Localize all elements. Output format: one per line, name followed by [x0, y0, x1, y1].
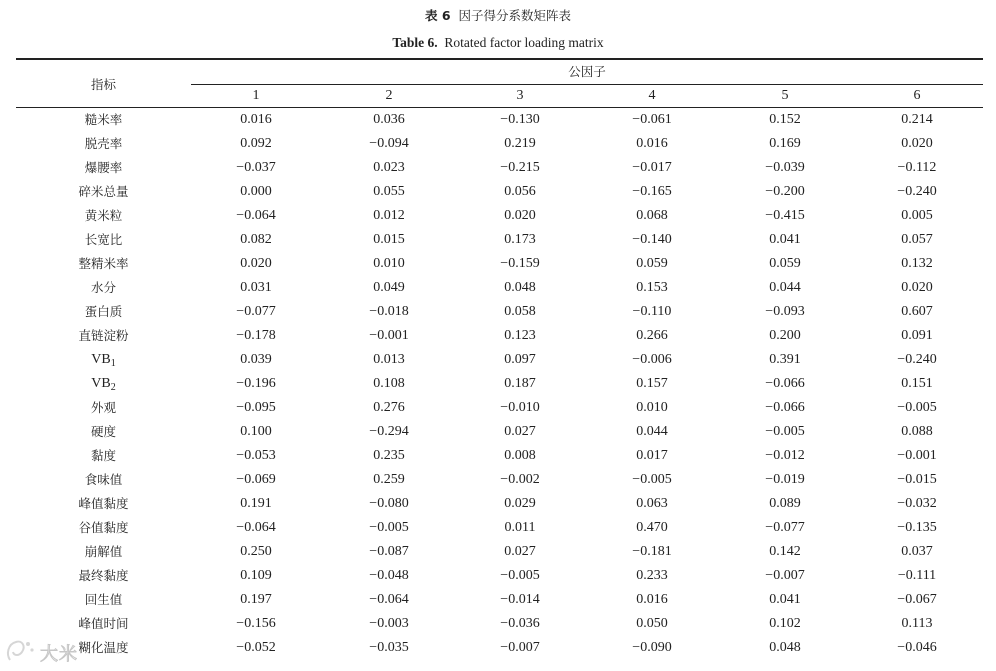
header-col-1: 1: [252, 88, 260, 103]
table-cell: −0.069: [236, 472, 276, 487]
watermark-text: 大米: [40, 644, 78, 665]
table-cell: −0.156: [236, 616, 276, 631]
table-cell: 0.142: [769, 544, 801, 559]
table-cell: −0.053: [236, 448, 276, 463]
row-label: [16, 396, 191, 420]
table-cell: 0.048: [504, 280, 536, 295]
row-label-text: 长宽比: [84, 232, 123, 247]
table-cell: 0.055: [373, 184, 405, 199]
table-cell: −0.111: [897, 568, 937, 583]
table-cell: −0.052: [236, 640, 276, 655]
table-cell: −0.015: [897, 472, 937, 487]
row-label: [16, 444, 191, 468]
table-cell: −0.064: [236, 208, 276, 223]
table-row: [16, 132, 983, 156]
row-label: [16, 276, 191, 300]
caption-en: [0, 33, 996, 53]
table-cell: 0.005: [901, 208, 933, 223]
table-cell: −0.005: [500, 568, 540, 583]
table-cell: −0.010: [500, 400, 540, 415]
table-cell: −0.001: [369, 328, 409, 343]
table-cell: 0.036: [373, 112, 405, 127]
table-cell: 0.191: [240, 496, 272, 511]
row-label: [16, 156, 191, 180]
table-cell: 0.097: [504, 352, 536, 367]
table-row: [16, 324, 983, 348]
table-cell: −0.039: [765, 160, 805, 175]
table-cell: 0.153: [636, 280, 668, 295]
table-cell: −0.035: [369, 640, 409, 655]
table-cell: 0.250: [240, 544, 272, 559]
table-cell: 0.039: [240, 352, 272, 367]
table-cell: −0.077: [236, 304, 276, 319]
row-label: [16, 132, 191, 156]
table-row: [16, 492, 983, 516]
row-label-text: 硬度: [90, 424, 116, 439]
table-cell: 0.010: [373, 256, 405, 271]
table-cell: 0.219: [504, 136, 536, 151]
table-cell: 0.391: [769, 352, 801, 367]
row-label: [16, 492, 191, 516]
header-col-5: 5: [781, 88, 789, 103]
row-label-subscript: 2: [110, 382, 116, 393]
table-cell: 0.233: [636, 568, 668, 583]
table-cell: 0.235: [373, 448, 405, 463]
table-cell: −0.007: [765, 568, 805, 583]
table-cell: −0.294: [369, 424, 409, 439]
table-cell: 0.068: [636, 208, 668, 223]
table-cell: −0.012: [765, 448, 805, 463]
table-cell: −0.415: [765, 208, 805, 223]
table-cell: 0.102: [769, 616, 801, 631]
table-cell: −0.112: [897, 160, 937, 175]
table-cell: −0.005: [897, 400, 937, 415]
table-cell: −0.005: [632, 472, 672, 487]
table-cell: −0.110: [632, 304, 672, 319]
table-cell: −0.178: [236, 328, 276, 343]
table-cell: 0.048: [769, 640, 801, 655]
table-cell: 0.049: [373, 280, 405, 295]
row-label: [16, 324, 191, 348]
table-cell: −0.087: [369, 544, 409, 559]
row-label: [16, 468, 191, 492]
row-label: [16, 540, 191, 564]
table-cell: 0.152: [769, 112, 801, 127]
table-cell: −0.135: [897, 520, 937, 535]
row-label-text: 黄米粒: [84, 208, 123, 223]
table-cell: 0.016: [636, 592, 668, 607]
table-cell: −0.036: [500, 616, 540, 631]
table-row: [16, 204, 983, 228]
table-cell: −0.067: [897, 592, 937, 607]
row-label-text: 直链淀粉: [78, 328, 129, 343]
table-cell: 0.015: [373, 232, 405, 247]
table-cell: −0.240: [897, 184, 937, 199]
row-label-text: VB: [91, 376, 111, 391]
table-cell: 0.100: [240, 424, 272, 439]
table-cell: −0.001: [897, 448, 937, 463]
table-row: [16, 612, 983, 636]
table-cell: 0.059: [769, 256, 801, 271]
table-cell: −0.093: [765, 304, 805, 319]
table-cell: −0.064: [369, 592, 409, 607]
row-label-text: 糙米率: [84, 112, 123, 127]
table-cell: −0.032: [897, 496, 937, 511]
table-cell: 0.197: [240, 592, 272, 607]
table-row: [16, 372, 983, 396]
table-cell: 0.020: [504, 208, 536, 223]
table-cell: 0.017: [636, 448, 668, 463]
table-cell: 0.044: [769, 280, 801, 295]
table-cell: −0.196: [236, 376, 276, 391]
header-col-4: 4: [648, 88, 656, 103]
table-cell: 0.010: [636, 400, 668, 415]
header-col-3: 3: [516, 88, 524, 103]
table-row: [16, 396, 983, 420]
table-row: [16, 276, 983, 300]
table-cell: −0.006: [632, 352, 672, 367]
row-label-text: 碎米总量: [78, 184, 129, 199]
caption-en-title: Rotated factor loading matrix: [444, 35, 604, 50]
row-label: [16, 612, 191, 636]
table-cell: 0.056: [504, 184, 536, 199]
table-cell: 0.011: [504, 520, 536, 535]
row-label-text: 糊化温度: [78, 640, 129, 655]
row-label-text: 脱壳率: [84, 136, 123, 151]
caption-cn-title: 因子得分系数矩阵表: [458, 8, 572, 23]
caption-en-label: Table 6.: [392, 35, 438, 50]
table-cell: −0.159: [500, 256, 540, 271]
row-label-text: 回生值: [84, 592, 123, 607]
header-col-6: 6: [913, 88, 921, 103]
table-cell: 0.008: [504, 448, 536, 463]
table-cell: −0.240: [897, 352, 937, 367]
row-label: [16, 204, 191, 228]
table-row: [16, 228, 983, 252]
table-cell: 0.089: [769, 496, 801, 511]
table-row: [16, 180, 983, 204]
table-cell: −0.005: [369, 520, 409, 535]
row-label: [16, 348, 191, 372]
table-cell: −0.090: [632, 640, 672, 655]
table-cell: 0.276: [373, 400, 405, 415]
table-cell: 0.029: [504, 496, 536, 511]
row-label-text: 水分: [90, 280, 116, 295]
row-label-text: 谷值黏度: [78, 520, 129, 535]
table-cell: 0.113: [901, 616, 933, 631]
row-label-text: 外观: [90, 400, 116, 415]
table-cell: −0.002: [500, 472, 540, 487]
row-label: [16, 372, 191, 396]
row-label-text: 崩解值: [84, 544, 123, 559]
table-cell: −0.046: [897, 640, 937, 655]
table-cell: 0.187: [504, 376, 536, 391]
table-cell: −0.080: [369, 496, 409, 511]
group-subrule: [191, 84, 983, 85]
row-label: [16, 588, 191, 612]
table-cell: −0.066: [765, 400, 805, 415]
table-cell: 0.151: [901, 376, 933, 391]
table-cell: 0.027: [504, 544, 536, 559]
table-cell: −0.181: [632, 544, 672, 559]
row-label-text: 爆腰率: [84, 160, 123, 175]
watermark: [4, 636, 164, 666]
table-cell: −0.215: [500, 160, 540, 175]
table-cell: 0.050: [636, 616, 668, 631]
table-cell: −0.077: [765, 520, 805, 535]
table-cell: 0.020: [240, 256, 272, 271]
table-cell: −0.017: [632, 160, 672, 175]
table-cell: 0.031: [240, 280, 272, 295]
table-cell: 0.027: [504, 424, 536, 439]
table-cell: 0.044: [636, 424, 668, 439]
table-cell: −0.007: [500, 640, 540, 655]
table-row: [16, 420, 983, 444]
table-cell: 0.214: [901, 112, 933, 127]
table-cell: −0.005: [765, 424, 805, 439]
row-label: [16, 180, 191, 204]
table-row: [16, 516, 983, 540]
table-row: [16, 108, 983, 132]
table-cell: 0.016: [636, 136, 668, 151]
table-cell: 0.088: [901, 424, 933, 439]
row-label-text: 峰值时间: [78, 616, 129, 631]
table-cell: 0.157: [636, 376, 668, 391]
table-row: [16, 156, 983, 180]
row-label: [16, 420, 191, 444]
table-row: [16, 468, 983, 492]
table-cell: 0.092: [240, 136, 272, 151]
table-cell: 0.173: [504, 232, 536, 247]
table-cell: −0.140: [632, 232, 672, 247]
table-cell: −0.019: [765, 472, 805, 487]
table-cell: 0.109: [240, 568, 272, 583]
row-label-text: 黏度: [90, 448, 116, 463]
table-cell: 0.266: [636, 328, 668, 343]
table-cell: 0.023: [373, 160, 405, 175]
row-label: [16, 108, 191, 132]
header-col-2: 2: [385, 88, 393, 103]
table-row: [16, 540, 983, 564]
table-cell: 0.200: [769, 328, 801, 343]
row-label-text: 蛋白质: [84, 304, 123, 319]
table-cell: −0.037: [236, 160, 276, 175]
table-cell: 0.020: [901, 280, 933, 295]
table-cell: −0.014: [500, 592, 540, 607]
table-cell: 0.607: [901, 304, 933, 319]
table-cell: −0.048: [369, 568, 409, 583]
table-cell: 0.470: [636, 520, 668, 535]
row-label: [16, 228, 191, 252]
table-cell: 0.082: [240, 232, 272, 247]
caption-cn: [0, 6, 996, 26]
table-cell: 0.259: [373, 472, 405, 487]
table-cell: 0.041: [769, 232, 801, 247]
table-cell: −0.094: [369, 136, 409, 151]
table-cell: 0.132: [901, 256, 933, 271]
row-label: [16, 300, 191, 324]
table-cell: 0.063: [636, 496, 668, 511]
header-index: 指标: [90, 77, 116, 92]
row-label-text: 最终黏度: [78, 568, 129, 583]
row-label: [16, 252, 191, 276]
row-label-text: 峰值黏度: [78, 496, 129, 511]
table-cell: −0.064: [236, 520, 276, 535]
table-row: [16, 588, 983, 612]
table-cell: −0.200: [765, 184, 805, 199]
row-label-subscript: 1: [110, 358, 116, 369]
table-cell: 0.013: [373, 352, 405, 367]
header-group: 公因子: [568, 64, 606, 79]
table-cell: 0.091: [901, 328, 933, 343]
table-cell: −0.165: [632, 184, 672, 199]
row-label-text: VB: [91, 352, 111, 367]
row-label: [16, 516, 191, 540]
watermark-logo-icon: [4, 636, 38, 666]
table-cell: 0.000: [240, 184, 272, 199]
table-cell: 0.169: [769, 136, 801, 151]
table-cell: 0.108: [373, 376, 405, 391]
table-cell: −0.018: [369, 304, 409, 319]
table-cell: −0.066: [765, 376, 805, 391]
table-cell: 0.058: [504, 304, 536, 319]
table-cell: 0.123: [504, 328, 536, 343]
table-cell: 0.012: [373, 208, 405, 223]
table-row: [16, 300, 983, 324]
row-label-text: 整精米率: [78, 256, 129, 271]
table-cell: 0.041: [769, 592, 801, 607]
table-cell: −0.130: [500, 112, 540, 127]
caption-cn-label: 表 6: [424, 8, 451, 23]
row-label: [16, 564, 191, 588]
table-cell: −0.095: [236, 400, 276, 415]
table-row: [16, 444, 983, 468]
row-label-text: 食味值: [84, 472, 123, 487]
table-cell: 0.037: [901, 544, 933, 559]
table-cell: 0.059: [636, 256, 668, 271]
table-cell: 0.016: [240, 112, 272, 127]
table-cell: −0.061: [632, 112, 672, 127]
table-cell: 0.020: [901, 136, 933, 151]
table-row: [16, 252, 983, 276]
table-row: [16, 564, 983, 588]
table-cell: −0.003: [369, 616, 409, 631]
table-row: [16, 348, 983, 372]
table-cell: 0.057: [901, 232, 933, 247]
